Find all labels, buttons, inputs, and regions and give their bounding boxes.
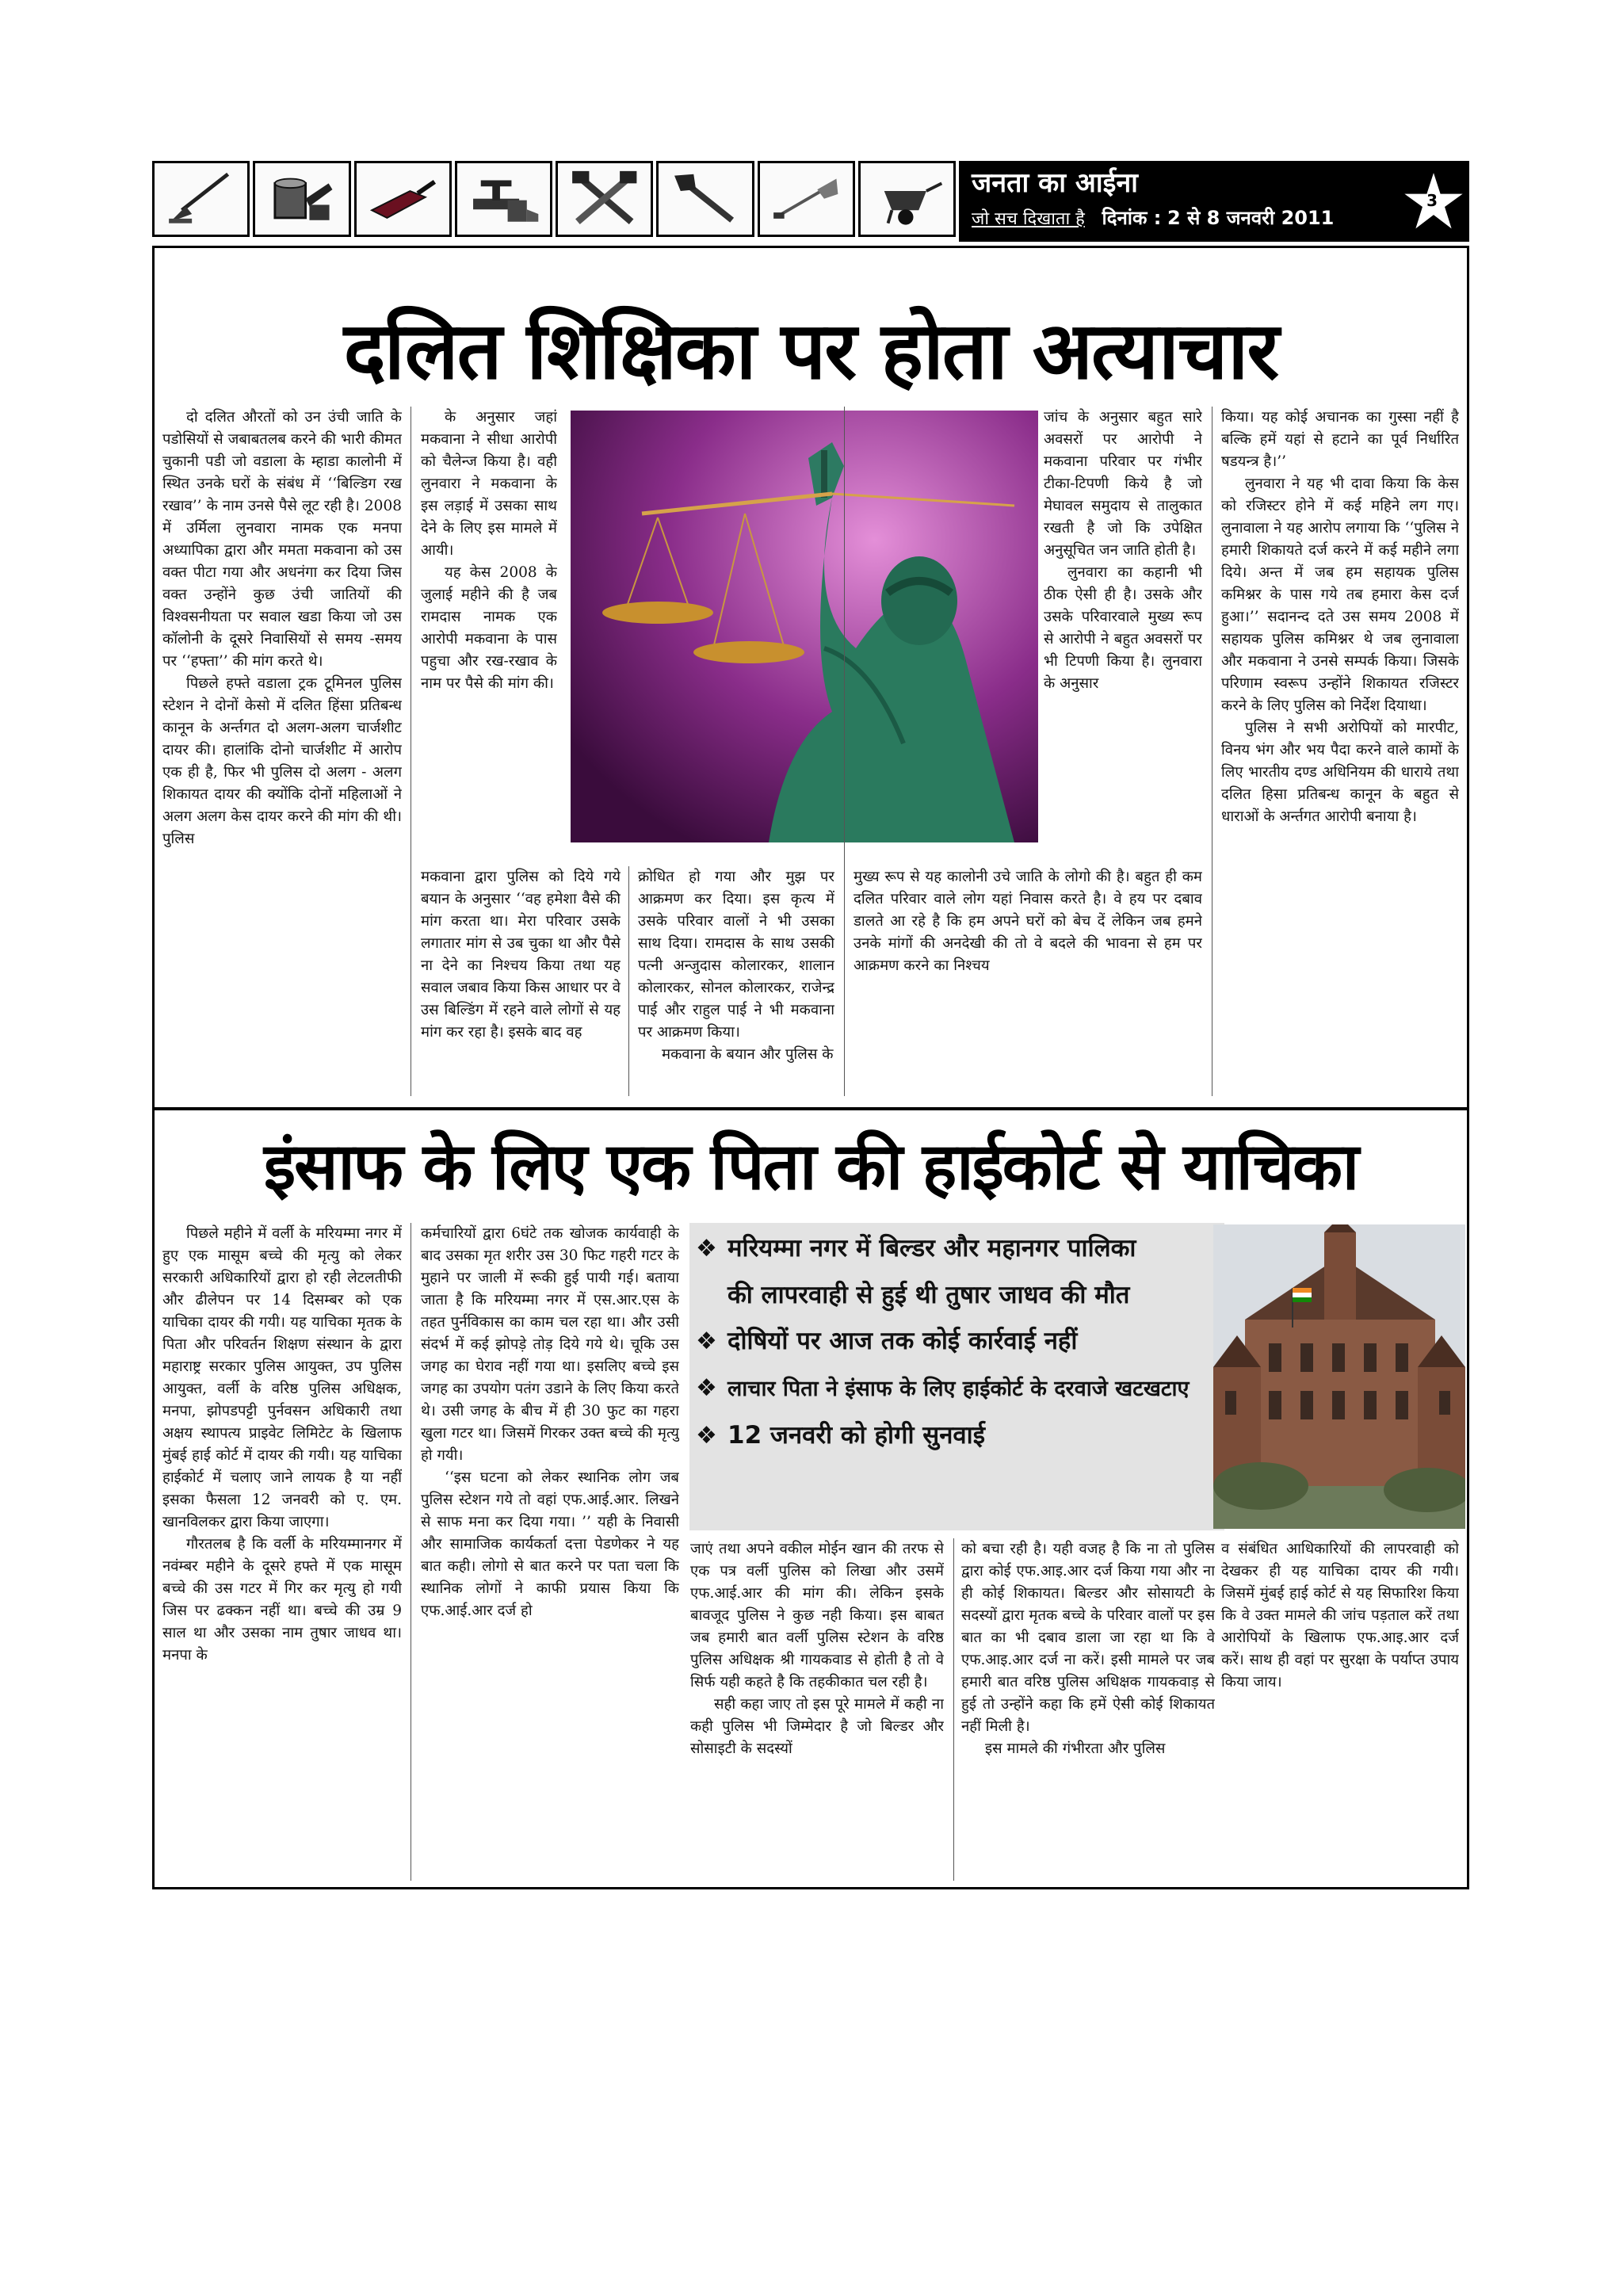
water-tap-icon xyxy=(455,161,552,237)
lady-justice-photo xyxy=(571,411,1038,842)
tool-icon-strip xyxy=(152,161,956,242)
paint-bucket-icon xyxy=(253,161,350,237)
story1-column-4-bottom: मुख्य रूप से यह कालोनी उचे जाति के लोगो की है। बहुत ही कम दलित परिवार वाले लोग यहां निवास करते है। वे हय पर दबाव डालते आ रहे है कि हम अपने घरों को बेच दें लेकिन जब हमने उनके मांगों की अनदेखी की तो वे बदले की भावना से हम पर आक्रमण करने का निश्चय xyxy=(854,869,1202,974)
date-label: दिनांक : xyxy=(1102,207,1162,229)
highlight-item: ❖ दोषियों पर आज तक कोई कार्रवाई नहीं xyxy=(696,1324,1218,1359)
story1-headline: दलित शिक्षिका पर होता अत्याचार xyxy=(343,304,1278,397)
diamond-bullet-icon: ❖ xyxy=(696,1235,717,1263)
wheelbarrow-icon xyxy=(858,161,956,237)
diamond-bullet-icon: ❖ xyxy=(696,1374,717,1402)
newspaper-title: जनता का आईना xyxy=(972,167,1138,199)
diamond-bullet-icon: ❖ xyxy=(696,1328,717,1355)
diamond-bullet-icon: ❖ xyxy=(696,1422,717,1450)
story1-column-4-top: जांच के अनुसार बहुत सारे अवसरों पर आरोपी ने मकवाना परिवार पर गंभीर टीका-टिपणी किये है जो मेघावल समुदाय से तालुकात रखती है जो कि उपेक्षित अनुसूचित जन जाति होती है। लुनवारा का कहानी भी ठीक ऐसी ही है। उसके और उसके परिवारवाले मुख्य रूप से आरोपी ने बहुत अवसरों पर भी टिपणी किया है। लुनवारा के अनुसार xyxy=(1044,409,1202,692)
story2-column-5: व संबंधित आधिकारियों की लापरवाही को देखकर ही यह याचिका दायर की गयी। जिसमें मुंबई हाई कोर्ट से यह सिफारिश किया कि वे उक्त मामले की जांच पड़ताल करें तथा आरोपियों के खिलाफ एफ.आइ.आर दर्ज करें। साथ ही वहां पर सुरक्षा के पर्याप्त उपाय किया जाय। xyxy=(1221,1541,1459,1690)
story1-column-3-bottom: क्रोधित हो गया और मुझ पर आक्रमण कर दिया। इस कृत्य में उसके परिवार वालों ने भी उसका साथ दिया। रामदास के साथ उसकी पत्नी अन्जुदास कोलारकर, शालान कोलारकर, सोनल कोलारकर, राजेन्द्र पाई और राहुल पाई ने भी मकवाना पर आक्रमण किया। मकवाना के बयान और पुलिस के xyxy=(638,869,834,1063)
column-divider xyxy=(844,407,845,1096)
high-court-building-photo xyxy=(1213,1224,1465,1529)
story1-column-2-bottom: मकवाना द्वारा पुलिस को दिये गये बयान के अनुसार ‘‘वह हमेशा वैसे की मांग करता था। मेरा परिवार उसके लगातार मांग से उब चुका था और पैसे ना देने का निश्चय किया तथा यह सवाल जबाव किया किस आधार पर वे उस बिल्डिंग में रहने वाले लोगों से यह मांग कर रहा है। इसके बाद वह xyxy=(421,869,621,1041)
masthead-brand xyxy=(959,161,1469,242)
story2-headline: इंसाफ के लिए एक पिता की हाईकोर्ट से याचिका xyxy=(263,1129,1358,1205)
story2-column-4: को बचा रही है। यही वजह है कि ना तो पुलिस द्वारा कोई एफ.आइ.आर दर्ज किया गया और ना ही कोई शिकायत। बिल्डर और सोसायटी के सदस्यों द्वारा मृतक बच्चे के परिवार वालों पर इस बात का भी दबाव डाला जा रहा था कि वे एफ.आइ.आर दर्ज ना करें। इसी मामले पर जब हमारी बात वरिष्ठ पुलिस अधिक्षक गायकवाड़ से हुई तो उन्होंने कहा कि हमें ऐसी कोई शिकायत नहीं मिली है। इस मामले की गंभीरता और पुलिस xyxy=(961,1541,1215,1757)
page-number: 3 xyxy=(1426,191,1438,210)
hoe-icon xyxy=(152,161,250,237)
story1-column-5: किया। यह कोई अचानक का गुस्सा नहीं है बल्कि हमें यहां से हटाने का पूर्व निर्धारित षडयन्त्र है।’’ लुनवारा ने यह भी दावा किया कि केस को रजिस्टर होने में कई महिने लग गए। लुनावाला ने यह आरोप लगाया कि ‘‘पुलिस ने हमारी शिकायते दर्ज करने में कई महीने लगा दिये। अन्त में जब हम सहायक पुलिस कमिश्नर के पास गये तब हमारा केस दर्ज हुआ।’’ सदानन्द दते उस समय 2008 में सहायक पुलिस कमिश्नर थे जब लुनावाला और मकवाना ने उनसे सम्पर्क किया। जिसके परिणाम स्वरूप उन्होंने शिकायत रजिस्टर करने के लिए पुलिस को निर्देश दियाथा। पुलिस ने सभी अरोपियों को मारपीट, विनय भंग और भय पैदा करने वाले कामों के लिए भारतीय दण्ड अधिनियम की धाराये तथा दलित हिसा प्रतिबन्ध कानून के बहुत से धाराओं के अर्न्तगत आरोपी बनाया है। xyxy=(1221,409,1459,825)
story-separator xyxy=(155,1107,1467,1110)
trowel-icon xyxy=(354,161,452,237)
issue-date: 2 से 8 जनवरी 2011 xyxy=(1167,207,1335,229)
column-divider xyxy=(953,1538,954,1881)
crossed-tools-icon xyxy=(556,161,653,237)
story1-column-1: दो दलित औरतों को उन उंची जाति के पडोसियों से जबाबतलब करने की भारी कीमत चुकानी पडी जो वडाला के म्हाडा कालोनी में स्थित उनके घरों के संबंध में ‘‘बिल्डिग रख रखाव’’ के नाम उनसे पैसे लूट रही है। 2008 में उर्मिला लुनवारा नामक एक मनपा अध्यापिका द्वारा और ममता मकवाना को उस वक्त पीटा गया और अधनंगा कर दिया जिस वक्त उन्होंने कुछ उंची जातियों की विश्वसनीयता पर सवाल खडा किया जो उस कॉलोनी के दूसरे निवासियों से समय -समय पर ‘‘हफ्ता’’ की मांग करते थे। पिछले हफ्ते वडाला ट्रक टूमिनल पुलिस स्टेशन ने दोनों केसो में दलित हिंसा प्रतिबन्ध कानून के अर्न्तगत दो अलग-अलग चार्जशीट दायर की। हालांकि दोनो चार्जशीट में आरोप एक ही है, फिर भी पुलिस दो अलग - अलग शिकायत दायर की क्योंकि दोनों महिलाओं ने अलग अलग केस दायर करने की मांग की थी। पुलिस xyxy=(162,409,402,847)
shovel-icon xyxy=(758,161,855,237)
column-divider xyxy=(628,866,629,1096)
newspaper-tagline: जो सच दिखाता है xyxy=(972,209,1085,229)
highlight-item: ❖ मरियम्मा नगर में बिल्डर और महानगर पालिका xyxy=(696,1231,1218,1266)
masthead xyxy=(152,161,1469,242)
story2-column-3: जाएं तथा अपने वकील मोईन खान की तरफ से एक पत्र वर्ली पुलिस को लिखा और उसमें एफ.आई.आर की मांग की। लेकिन इसके बावजूद पुलिस ने कुछ नही किया। इस बाबत जब हमारी बात वर्ली पुलिस स्टेशन के वरिष्ठ पुलिस अधिक्षक श्री गायकवाड से होती है तो वे सिर्फ यही कहते है कि तहकीकात चल रही है। सही कहा जाए तो इस पूरे मामले में कही ना कही पुलिस भी जिम्मेदार है जो बिल्डर और सोसाइटी के सदस्यों xyxy=(690,1541,944,1757)
highlight-item: ❖ लाचार पिता ने इंसाफ के लिए हाईकोर्ट के दरवाजे खटखटाए xyxy=(696,1370,1218,1407)
story1-column-2-top: के अनुसार जहां मकवाना ने सीधा आरोपी को चैलेन्ज किया है। वही लुनवारा ने मकवाना के इस लड़ाई में उसका साथ देने के लिए इस मामले में आयी। यह केस 2008 के जुलाई महीने की है जब रामदास नामक एक आरोपी मकवाना के पास पहुचा और रख-रखाव के नाम पर पैसे की मांग की। xyxy=(421,409,557,692)
story2-column-2: कर्मचारियों द्वारा 6घंटे तक खोजक कार्यवाही के बाद उसका मृत शरीर उस 30 फिट गहरी गटर के मुहाने पर जाली में रूकी हुई पायी गई। बताया जाता है कि मरियम्मा नगर में एस.आर.एस के तहत पुर्नविकास का काम चल रहा था। और उसी संदर्भ में कई झोपड़े तोड़ दिये गये थे। चूकि उस जगह का घेराव नहीं गया था। इसलिए बच्चे इस जगह का उपयोग पतंग उडाने के लिए किया करते थे। उसी जगह के बीच में ही 30 फुट का गहरा खुला गटर था। जिसमें गिरकर उक्त बच्चे की मृत्यु हो गयी। ‘‘इस घटना को लेकर स्थानिक लोग जब पुलिस स्टेशन गये तो वहां एफ.आई.आर. लिखने से साफ मना कर दिया गया। ’’ यही के निवासी और सामाजिक कार्यकर्ता दत्ता पेडणेकर ने यह बात कही। लोगो से बात करने पर पता चला कि स्थानिक लोगों ने काफी प्रयास किया कि एफ.आई.आर दर्ज हो xyxy=(421,1225,679,1619)
highlight-item: ❖ 12 जनवरी को होगी सुनवाई xyxy=(696,1418,1218,1454)
highlight-box: ❖ मरियम्मा नगर में बिल्डर और महानगर पालिका की लापरवाही से हुई थी तुषार जाधव की मौत ❖ दोषियों पर आज तक कोई कार्रवाई नहीं ❖ लाचार पिता ने इंसाफ के लिए हाईकोर्ट के दरवाजे खटखटाए ❖ 12 जनवरी को होगी सुनवाई xyxy=(689,1223,1224,1530)
content-frame xyxy=(152,246,1469,1889)
story2-column-1: पिछले महीने में वर्ली के मरियम्मा नगर में हुए एक मासूम बच्चे की मृत्यु को लेकर सरकारी अधिकारियों द्वारा हो रही लेटलतीफी और ढीलेपन पर 14 दिसम्बर को एक याचिका दायर की गयी। यह याचिका मृतक के पिता और परिवर्तन शिक्षण संस्थान के द्वारा महाराष्ट्र सरकार पुलिस आयुक्त, उप पुलिस आयुक्त, वर्ली के वरिष्ठ पुलिस अधिक्षक, मनपा, झोपडपट्टी पुर्नवसन अधिकारी तथा अक्षय स्थापत्य प्राइवेट लिमिटेट के खिलाफ मुंबई हाई कोर्ट में दायर की गयी। यह याचिका हाईकोर्ट में चलाए जाने लायक है या नहीं इसका फैसला 12 जनवरी को ए. एम. खानविलकर द्वारा किया जाएगा। गौरतलब है कि वर्ली के मरियम्मानगर में नवंम्बर महीने के दूसरे हफ्ते में एक मासूम बच्चे की उस गटर में गिर कर मृत्यु हो गयी जिस पर ढक्कन नहीं था। बच्चे की उम्र 9 साल था और उसका नाम तुषार जाधव था। मनपा के xyxy=(162,1225,402,1664)
pipe-wrench-icon xyxy=(656,161,754,237)
